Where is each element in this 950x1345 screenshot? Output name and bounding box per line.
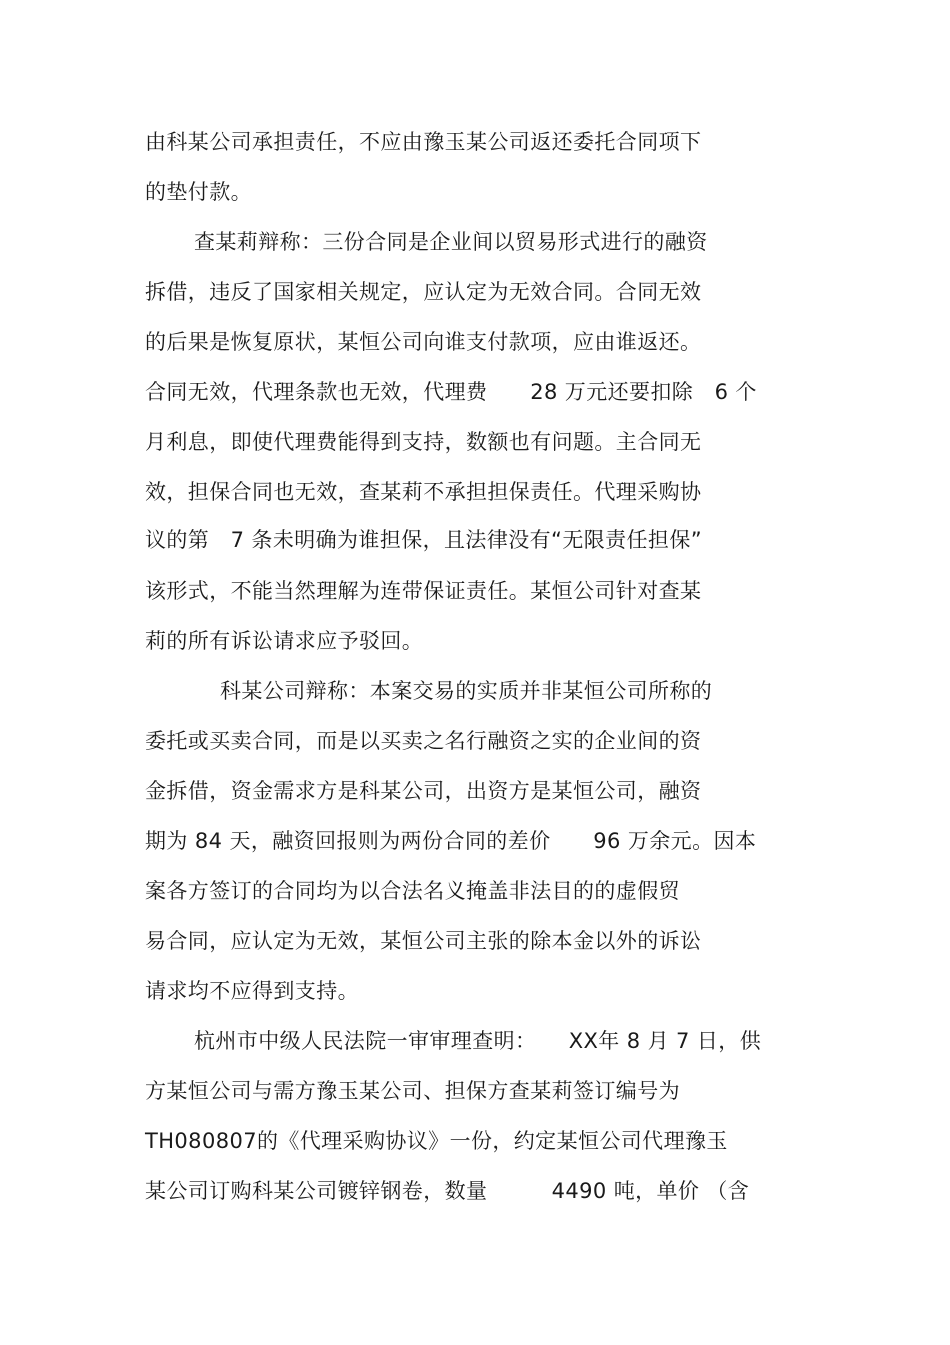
text-line: 该形式，不能当然理解为连带保证责任。某恒公司针对查某 bbox=[145, 579, 702, 603]
text-line: 期为 84 天，融资回报则为两份合同的差价 96 万余元。因本 bbox=[145, 829, 757, 853]
text-line: 易合同，应认定为无效，某恒公司主张的除本金以外的诉讼 bbox=[145, 929, 702, 953]
text-line: 议的第 7 条未明确为谁担保，且法律没有“无限责任担保” bbox=[145, 528, 702, 552]
text-line: 合同无效，代理条款也无效，代理费 28 万元还要扣除 6 个 bbox=[145, 380, 757, 404]
text-line: 拆借，违反了国家相关规定，应认定为无效合同。合同无效 bbox=[145, 280, 702, 304]
text-line: 科某公司辩称：本案交易的实质并非某恒公司所称的 bbox=[220, 679, 713, 703]
text-line: 金拆借，资金需求方是科某公司，出资方是某恒公司，融资 bbox=[145, 779, 702, 803]
text-line: 莉的所有诉讼请求应予驳回。 bbox=[145, 629, 424, 653]
text-line: 案各方签订的合同均为以合法名义掩盖非法目的的虚假贸 bbox=[145, 879, 680, 903]
text-line: 由科某公司承担责任，不应由豫玉某公司返还委托合同项下 bbox=[145, 130, 702, 154]
text-line: 月利息，即使代理费能得到支持，数额也有问题。主合同无 bbox=[145, 430, 702, 454]
text-line: 杭州市中级人民法院一审审理查明： XX年 8 月 7 日，供 bbox=[194, 1029, 762, 1053]
text-line: 效，担保合同也无效，查某莉不承担担保责任。代理采购协 bbox=[145, 480, 702, 504]
text-line: 查某莉辩称：三份合同是企业间以贸易形式进行的融资 bbox=[194, 230, 708, 254]
text-line: 的后果是恢复原状，某恒公司向谁支付款项，应由谁返还。 bbox=[145, 330, 702, 354]
text-line: 请求均不应得到支持。 bbox=[145, 979, 359, 1003]
text-line: 方某恒公司与需方豫玉某公司、担保方查某莉签订编号为 bbox=[145, 1079, 680, 1103]
text-line: 委托或买卖合同，而是以买卖之名行融资之实的企业间的资 bbox=[145, 729, 702, 753]
text-line: 的垫付款。 bbox=[145, 180, 252, 204]
text-line: TH080807的《代理采购协议》一份，约定某恒公司代理豫玉 bbox=[145, 1129, 728, 1153]
text-line: 某公司订购科某公司镀锌钢卷，数量 4490 吨，单价 （含 bbox=[145, 1179, 750, 1203]
